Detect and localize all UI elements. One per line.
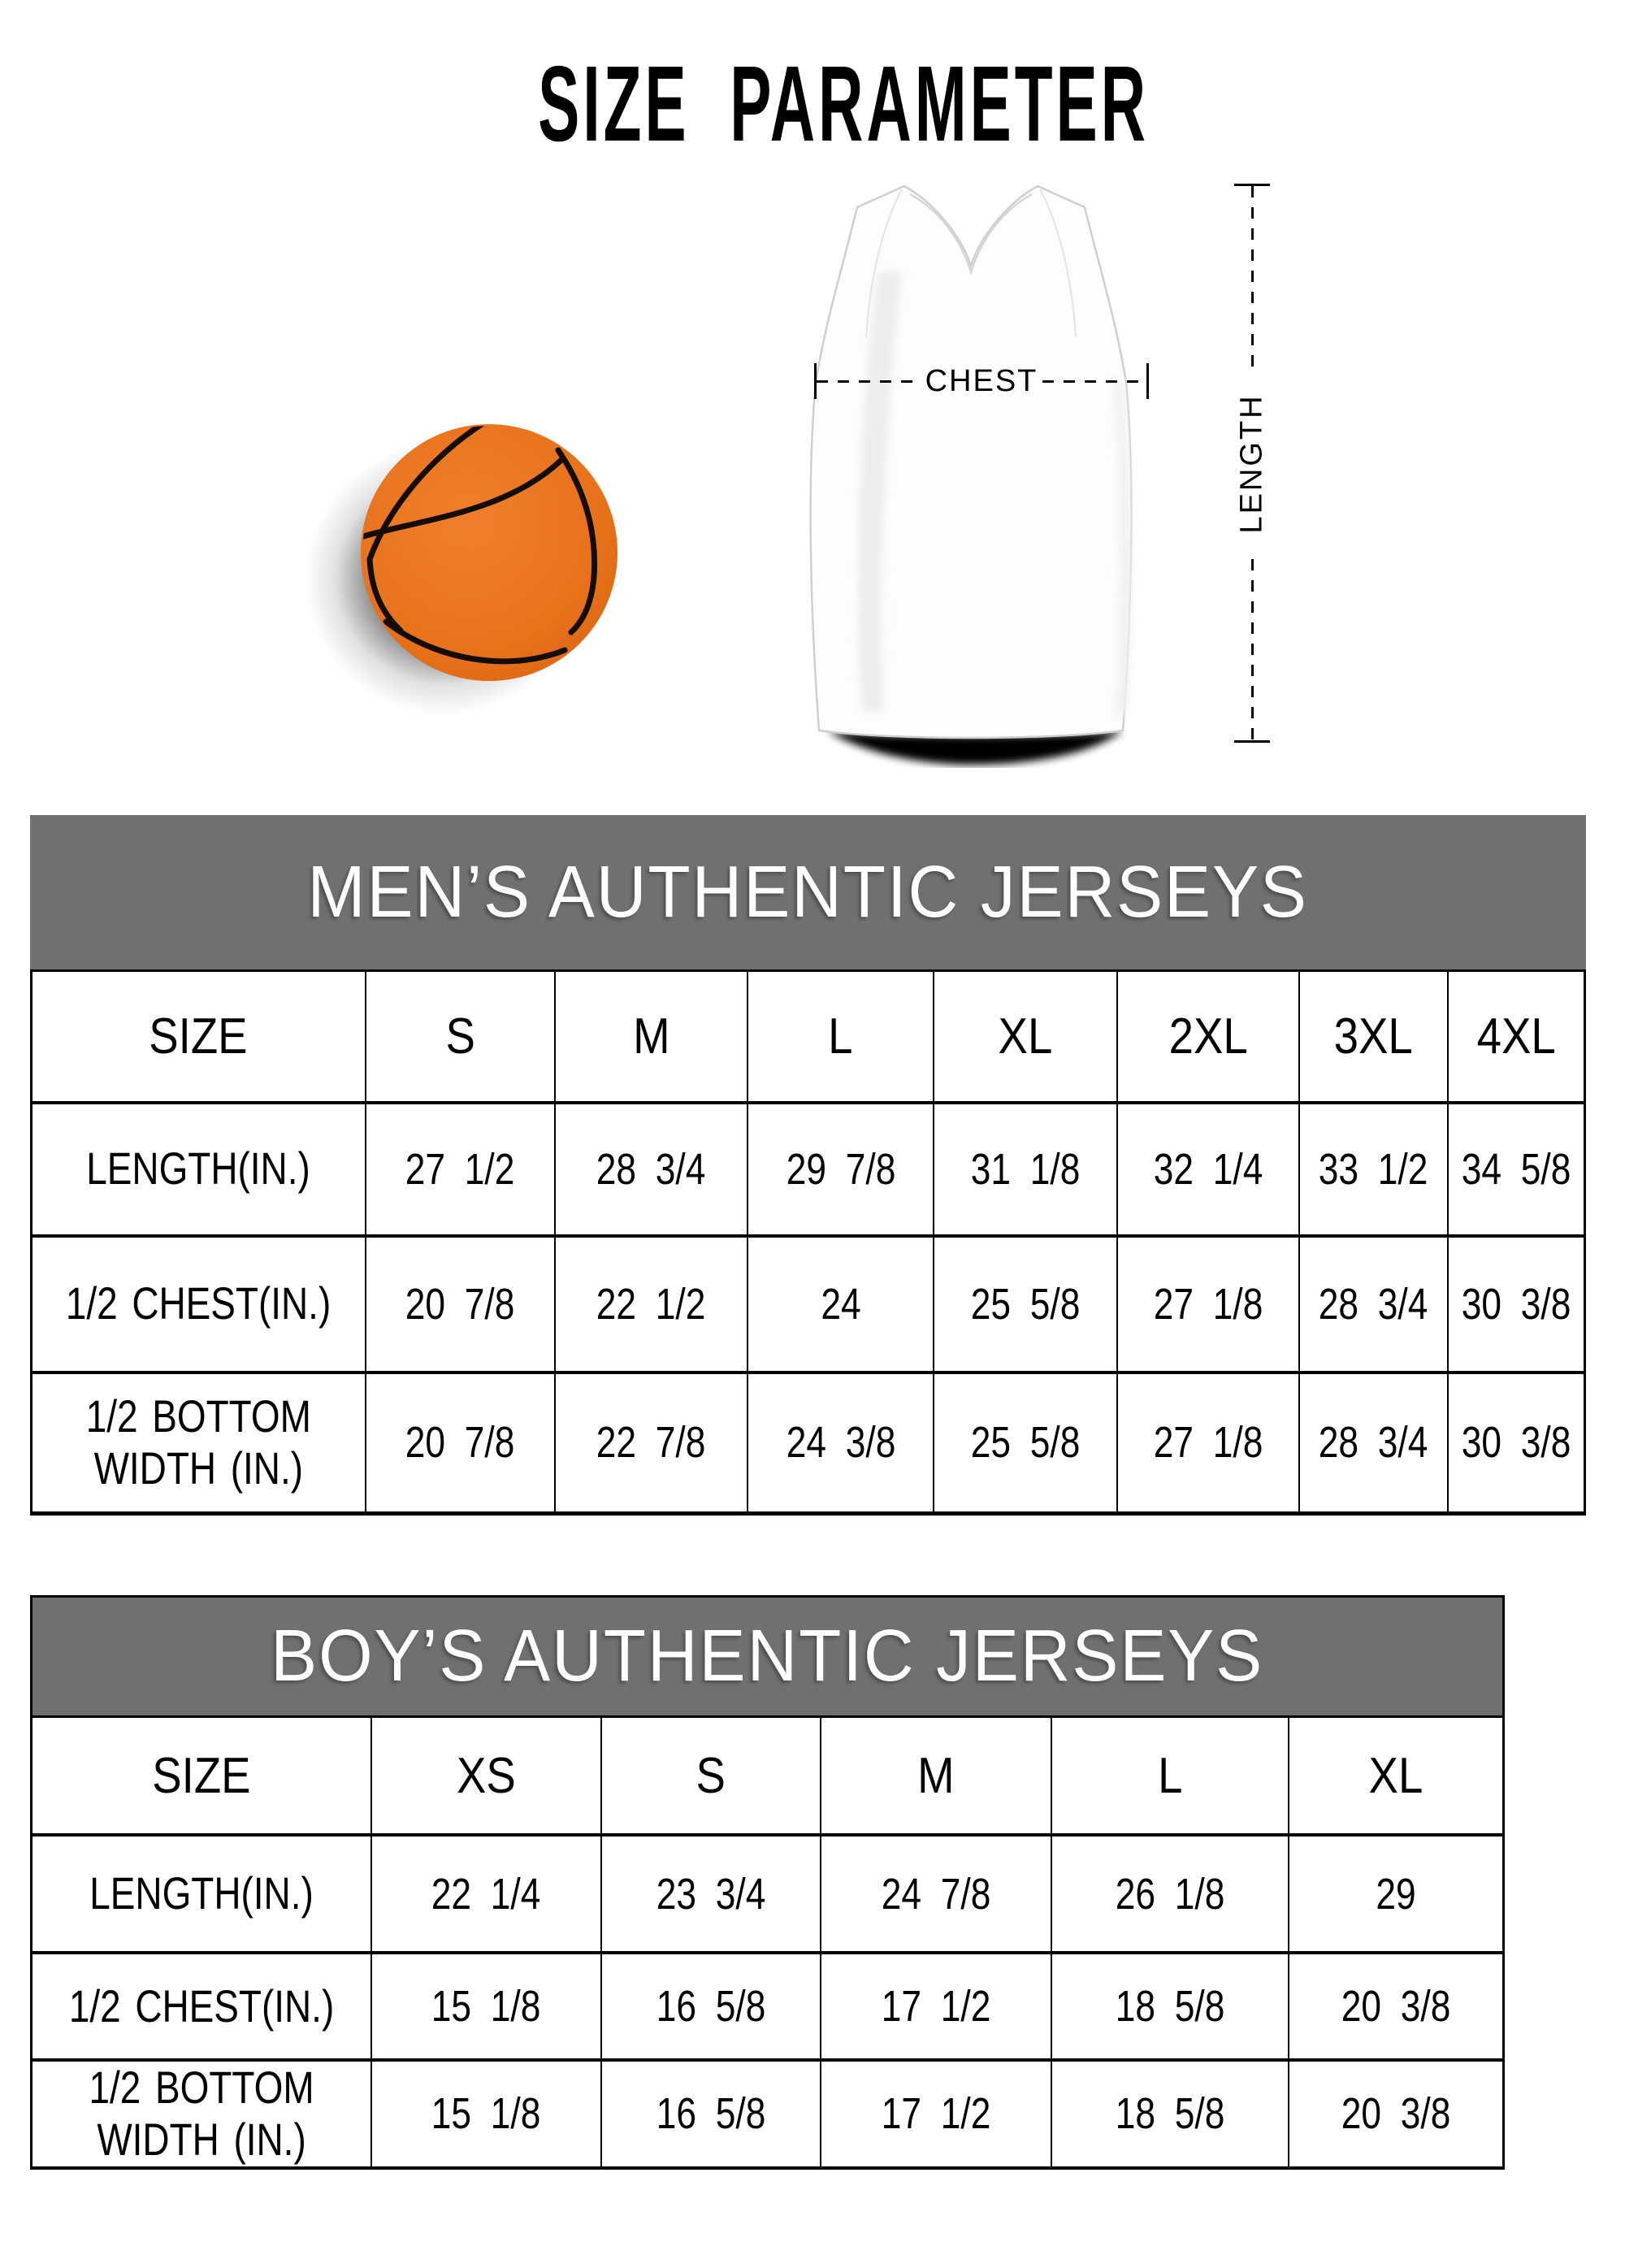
chest-label: CHEST xyxy=(925,363,1038,398)
length-bottom-cap xyxy=(1234,740,1270,743)
mens-col-size: SIZE xyxy=(149,1008,248,1065)
mens-chest-3xl: 28 3/4 xyxy=(1319,1279,1428,1329)
mens-size-table xyxy=(30,969,1586,1516)
length-dash-bottom xyxy=(1251,559,1254,741)
boys-col-l: L xyxy=(1157,1747,1183,1804)
mens-bottom-3xl: 28 3/4 xyxy=(1319,1418,1428,1468)
mens-chest-xl: 25 5/8 xyxy=(970,1279,1081,1329)
boys-chest-xl: 20 3/8 xyxy=(1341,1982,1451,2031)
boys-length-s: 23 3/4 xyxy=(656,1869,766,1919)
length-label-wrap xyxy=(1182,368,1322,559)
boys-chest-label: 1/2 CHEST(IN.) xyxy=(68,1980,335,2032)
basketball-icon xyxy=(305,382,695,739)
jersey-icon xyxy=(780,175,1162,768)
boys-size-table xyxy=(30,1718,1505,2170)
boys-col-size: SIZE xyxy=(152,1747,251,1804)
mens-length-xl: 31 1/8 xyxy=(970,1144,1081,1194)
mens-length-3xl: 33 1/2 xyxy=(1319,1144,1428,1194)
chest-dash-right xyxy=(1042,380,1146,383)
mens-chest-m: 22 1/2 xyxy=(596,1279,706,1329)
mens-chest-l: 24 xyxy=(820,1279,861,1329)
chest-dimension-line xyxy=(814,362,1149,400)
mens-col-l: L xyxy=(828,1008,853,1065)
mens-col-3xl: 3XL xyxy=(1333,1008,1413,1065)
mens-length-row xyxy=(32,1103,1585,1236)
mens-bottom-s: 20 7/8 xyxy=(405,1418,515,1468)
boys-col-m: M xyxy=(917,1747,955,1804)
mens-length-2xl: 32 1/4 xyxy=(1153,1144,1263,1194)
mens-chest-label: 1/2 CHEST(IN.) xyxy=(66,1277,332,1329)
chest-dash-left xyxy=(817,380,921,383)
chest-right-cap xyxy=(1146,363,1149,399)
mens-length-m: 28 3/4 xyxy=(596,1144,706,1194)
boys-size-header-row xyxy=(32,1718,1504,1835)
jersey-body xyxy=(811,186,1132,738)
boys-chest-l: 18 5/8 xyxy=(1115,1982,1225,2031)
mens-length-l: 29 7/8 xyxy=(786,1144,895,1194)
mens-bottom-label: 1/2 BOTTOM WIDTH (IN.) xyxy=(85,1390,311,1494)
mens-col-4xl: 4XL xyxy=(1476,1008,1556,1065)
boys-bottom-m: 17 1/2 xyxy=(881,2089,991,2139)
mens-chest-row xyxy=(32,1236,1585,1373)
boys-bottom-l: 18 5/8 xyxy=(1115,2089,1225,2139)
boys-section-title: BOY’S AUTHENTIC JERSEYS xyxy=(271,1615,1264,1697)
boys-length-m: 24 7/8 xyxy=(881,1869,991,1919)
boys-bottom-row xyxy=(32,2060,1504,2168)
boys-bottom-xs: 15 1/8 xyxy=(431,2089,541,2139)
boys-col-xl: XL xyxy=(1368,1747,1424,1804)
boys-length-l: 26 1/8 xyxy=(1115,1869,1225,1919)
mens-bottom-l: 24 3/8 xyxy=(786,1418,895,1468)
mens-bottom-4xl: 30 3/8 xyxy=(1461,1418,1571,1468)
mens-chest-4xl: 30 3/8 xyxy=(1461,1279,1571,1329)
boys-chest-s: 16 5/8 xyxy=(656,1982,766,2031)
boys-chest-row xyxy=(32,1953,1504,2060)
length-dash-top xyxy=(1251,186,1254,368)
length-dimension-line xyxy=(1233,184,1271,743)
mens-col-s: S xyxy=(444,1008,475,1065)
boys-bottom-xl: 20 3/8 xyxy=(1341,2089,1451,2139)
boys-length-label: LENGTH(IN.) xyxy=(89,1867,314,1919)
basketball-body xyxy=(361,424,618,681)
boys-length-xs: 22 1/4 xyxy=(431,1869,541,1919)
mens-bottom-m: 22 7/8 xyxy=(596,1418,706,1468)
mens-col-2xl: 2XL xyxy=(1168,1008,1248,1065)
mens-bottom-xl: 25 5/8 xyxy=(970,1418,1081,1468)
mens-section-title: MEN’S AUTHENTIC JERSEYS xyxy=(307,851,1309,933)
mens-bottom-row xyxy=(32,1373,1585,1514)
boys-section-header xyxy=(30,1595,1505,1718)
page-title-row xyxy=(0,42,1625,165)
mens-section-header xyxy=(30,815,1586,969)
boys-col-xs: XS xyxy=(456,1747,516,1804)
mens-size-header-row xyxy=(32,971,1585,1103)
page-title: SIZE PARAMETER xyxy=(538,44,1149,163)
mens-chest-2xl: 27 1/8 xyxy=(1153,1279,1263,1329)
mens-col-m: M xyxy=(632,1008,670,1065)
mens-length-label: LENGTH(IN.) xyxy=(86,1143,311,1195)
boys-chest-m: 17 1/2 xyxy=(881,1982,991,2031)
boys-length-row xyxy=(32,1835,1504,1953)
length-label: LENGTH xyxy=(1234,392,1269,534)
boys-col-s: S xyxy=(696,1747,726,1804)
mens-bottom-2xl: 27 1/8 xyxy=(1153,1418,1263,1468)
mens-length-s: 27 1/2 xyxy=(405,1144,515,1194)
boys-length-xl: 29 xyxy=(1376,1869,1416,1919)
boys-chest-xs: 15 1/8 xyxy=(431,1982,541,2031)
mens-chest-s: 20 7/8 xyxy=(405,1279,515,1329)
mens-col-xl: XL xyxy=(998,1008,1053,1065)
boys-bottom-label: 1/2 BOTTOM WIDTH (IN.) xyxy=(89,2062,314,2166)
mens-length-4xl: 34 5/8 xyxy=(1461,1144,1571,1194)
boys-bottom-s: 16 5/8 xyxy=(656,2089,766,2139)
